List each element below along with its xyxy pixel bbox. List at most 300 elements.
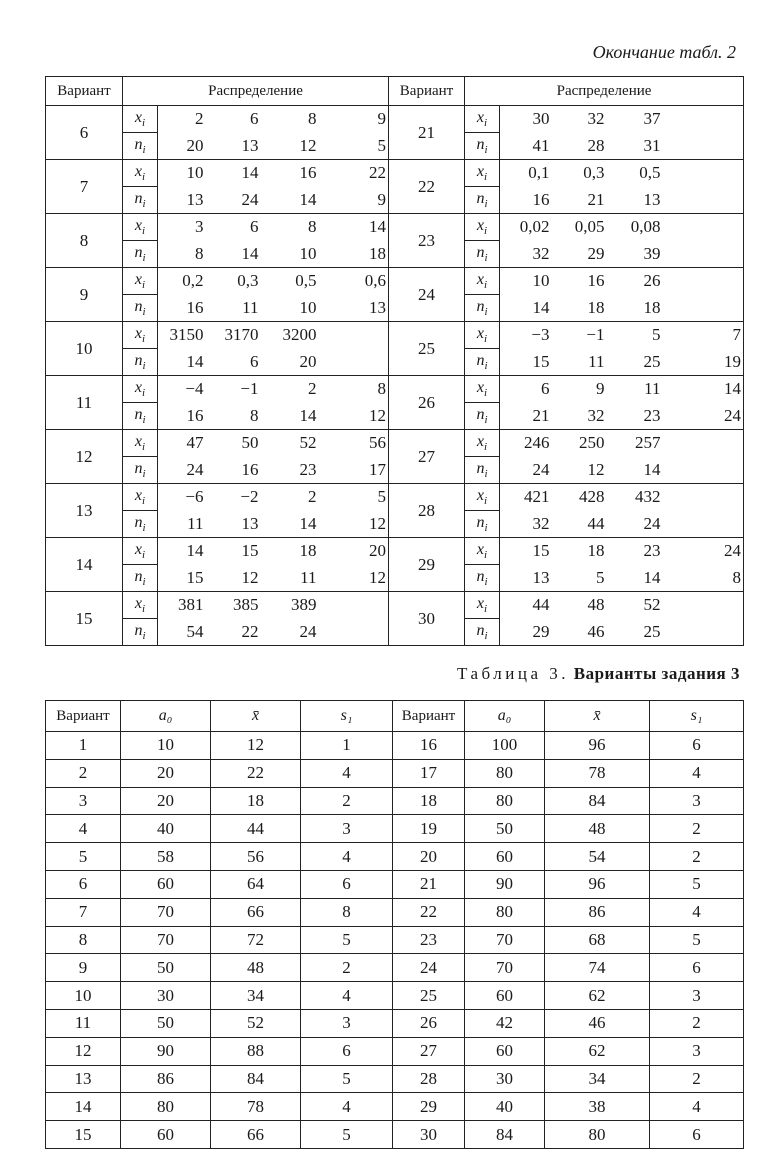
n-value: 10 [265,295,323,322]
n-symbol: n [476,189,485,207]
x-symbol: x [134,540,143,558]
x-row-label [465,106,500,133]
n-symbol: n [476,351,485,369]
table-row [46,926,744,954]
n-value: 32 [556,403,611,430]
table-cell: 2 [650,843,744,871]
x-value: 24 [667,538,744,565]
n-subscript: i [142,144,146,157]
n-subscript: i [142,306,146,319]
table-cell: 96 [545,732,650,760]
n-value: 13 [323,295,389,322]
table-row [46,214,744,241]
x-subscript: i [484,387,488,400]
x-value: 3170 [210,322,265,349]
n-value: 21 [556,187,611,214]
n-value: 8 [667,565,744,592]
n-value: 12 [323,511,389,538]
n-value: 5 [556,565,611,592]
x-value [667,592,744,619]
x-value: 18 [556,538,611,565]
x-row-label [465,268,500,295]
table-cell: 78 [211,1093,301,1121]
n-value: 16 [158,295,210,322]
n-value: 31 [611,133,667,160]
column-header: s₁ [301,701,393,732]
n-value: 11 [265,565,323,592]
table-cell: 74 [545,954,650,982]
n-symbol: n [134,513,143,531]
n-row-label [465,565,500,592]
n-subscript: i [484,414,488,427]
table-cell: 6 [301,870,393,898]
n-value: 28 [556,133,611,160]
x-subscript: i [142,279,146,292]
n-value: 12 [210,565,265,592]
x-row-label [123,430,158,457]
n-value [667,295,744,322]
x-row-label [465,592,500,619]
n-value: 13 [158,187,210,214]
n-subscript: i [142,522,146,535]
table-cell: 48 [545,815,650,843]
x-row-label [123,376,158,403]
x-subscript: i [484,441,488,454]
n-value: 19 [667,349,744,376]
x-row-label [465,322,500,349]
x-row-label [123,538,158,565]
n-subscript: i [484,198,488,211]
x-symbol: x [476,432,485,450]
x-value: 8 [265,106,323,133]
x-value: 52 [611,592,667,619]
x-subscript: i [142,225,146,238]
table-cell: 30 [393,1121,465,1149]
table-row [46,376,744,403]
table-cell: 22 [211,759,301,787]
table-cell: 3 [650,787,744,815]
table-cell: 66 [211,1121,301,1149]
n-symbol: n [476,405,485,423]
table-row [46,484,744,511]
x-value: 2 [265,484,323,511]
table2-distribution [45,76,744,646]
n-value: 25 [611,619,667,646]
n-value: 54 [158,619,210,646]
n-row-label [123,187,158,214]
x-value: 23 [611,538,667,565]
table-row [46,843,744,871]
table-cell: 100 [465,732,545,760]
x-symbol: x [134,108,143,126]
n-value [323,349,389,376]
table-cell: 86 [121,1065,211,1093]
x-subscript: i [484,333,488,346]
n-symbol: n [134,297,143,315]
n-symbol: n [134,567,143,585]
x-value: 3200 [265,322,323,349]
x-value: 48 [556,592,611,619]
x-value: 0,3 [556,160,611,187]
n-subscript: i [142,576,146,589]
n-row-label [465,295,500,322]
table-cell: 80 [465,898,545,926]
x-value: 47 [158,430,210,457]
n-subscript: i [484,630,488,643]
x-value [667,214,744,241]
variant-number: 8 [46,214,123,268]
table-row [46,759,744,787]
table-cell: 7 [46,898,121,926]
table-cell: 60 [465,982,545,1010]
x-value: 37 [611,106,667,133]
table-cell: 70 [465,954,545,982]
n-subscript: i [484,306,488,319]
x-value: −1 [556,322,611,349]
table-cell: 84 [545,787,650,815]
variant-number: 28 [389,484,465,538]
x-value: 10 [500,268,556,295]
n-value: 41 [500,133,556,160]
variant-number: 10 [46,322,123,376]
table-cell: 5 [301,926,393,954]
table2-header-row [46,77,744,106]
table-cell: 20 [393,843,465,871]
variant-number: 27 [389,430,465,484]
x-subscript: i [142,495,146,508]
x-value: 0,5 [611,160,667,187]
table-cell: 70 [465,926,545,954]
x-symbol: x [134,270,143,288]
n-value: 15 [158,565,210,592]
variant-number: 9 [46,268,123,322]
x-value [667,160,744,187]
table-cell: 6 [650,1121,744,1149]
table-cell: 40 [465,1093,545,1121]
table-cell: 4 [301,843,393,871]
table-row [46,815,744,843]
x-value: 16 [556,268,611,295]
n-value: 14 [265,187,323,214]
x-value: 0,2 [158,268,210,295]
n-value: 10 [265,241,323,268]
table-cell: 60 [121,1121,211,1149]
x-row-label [123,214,158,241]
table-cell: 60 [465,843,545,871]
n-value [667,187,744,214]
variant-number: 14 [46,538,123,592]
n-symbol: n [476,621,485,639]
table-cell: 56 [211,843,301,871]
n-value: 17 [323,457,389,484]
table-cell: 44 [211,815,301,843]
n-symbol: n [134,351,143,369]
header-distribution: Распределение [123,77,389,106]
table-cell: 90 [121,1037,211,1065]
x-value: 20 [323,538,389,565]
table-cell: 52 [211,1009,301,1037]
n-symbol: n [476,243,485,261]
n-value: 23 [611,403,667,430]
n-value: 14 [158,349,210,376]
table-cell: 54 [545,843,650,871]
x-value: −6 [158,484,210,511]
table-cell: 5 [650,926,744,954]
x-value: 44 [500,592,556,619]
x-value: 8 [265,214,323,241]
x-row-label [465,484,500,511]
table-cell: 6 [650,954,744,982]
x-value: 2 [265,376,323,403]
x-value [667,268,744,295]
x-subscript: i [142,387,146,400]
x-subscript: i [142,603,146,616]
table-cell: 27 [393,1037,465,1065]
n-row-label [123,403,158,430]
x-row-label [465,538,500,565]
n-value: 12 [323,403,389,430]
table-row [46,870,744,898]
table-cell: 80 [465,759,545,787]
x-subscript: i [142,117,146,130]
table-row [46,732,744,760]
table-row [46,898,744,926]
column-header: Вариант [46,701,121,732]
x-symbol: x [134,162,143,180]
table-cell: 10 [46,982,121,1010]
table-cell: 12 [211,732,301,760]
table-row [46,592,744,619]
table2-continuation-caption: Окончание табл. 2 [592,42,736,62]
n-subscript: i [484,144,488,157]
table-cell: 6 [301,1037,393,1065]
n-value [667,457,744,484]
x-value: 432 [611,484,667,511]
table-cell: 70 [121,926,211,954]
x-subscript: i [484,117,488,130]
n-value: 25 [611,349,667,376]
x-symbol: x [476,540,485,558]
variant-number: 24 [389,268,465,322]
table-row [46,954,744,982]
table3-caption-title: Варианты задания 3 [573,664,740,683]
x-value: 385 [210,592,265,619]
x-value: 15 [500,538,556,565]
x-subscript: i [484,495,488,508]
x-symbol: x [476,108,485,126]
table-cell: 2 [650,815,744,843]
table-cell: 26 [393,1009,465,1037]
n-row-label [465,349,500,376]
x-symbol: x [134,216,143,234]
x-subscript: i [142,171,146,184]
variant-number: 15 [46,592,123,646]
table-row [46,1065,744,1093]
n-row-label [123,295,158,322]
n-value: 18 [323,241,389,268]
x-symbol: x [476,324,485,342]
table-row [46,787,744,815]
table-cell: 84 [465,1121,545,1149]
table-cell: 18 [211,787,301,815]
x-value: 15 [210,538,265,565]
n-subscript: i [142,198,146,211]
x-value: 26 [611,268,667,295]
n-symbol: n [134,135,143,153]
x-row-label [123,322,158,349]
table-cell: 19 [393,815,465,843]
n-value: 29 [556,241,611,268]
variant-number: 11 [46,376,123,430]
n-value: 22 [210,619,265,646]
x-value [667,484,744,511]
n-value: 12 [265,133,323,160]
table-row [46,1121,744,1149]
n-subscript: i [142,360,146,373]
x-value [323,322,389,349]
x-value: −4 [158,376,210,403]
table-cell: 88 [211,1037,301,1065]
table-cell: 3 [46,787,121,815]
table-cell: 20 [121,787,211,815]
n-value: 18 [611,295,667,322]
table-cell: 10 [121,732,211,760]
x-row-label [123,268,158,295]
x-value: 0,05 [556,214,611,241]
n-value: 24 [265,619,323,646]
n-value: 14 [500,295,556,322]
n-value [667,511,744,538]
n-value: 14 [611,565,667,592]
n-value: 13 [611,187,667,214]
table-cell: 4 [301,982,393,1010]
n-row-label [465,241,500,268]
n-row-label [465,187,500,214]
x-value: 8 [323,376,389,403]
x-value: −3 [500,322,556,349]
n-symbol: n [134,621,143,639]
x-value: 10 [158,160,210,187]
n-value: 14 [265,403,323,430]
table-row [46,160,744,187]
n-value: 15 [500,349,556,376]
table-cell: 30 [121,982,211,1010]
table-cell: 70 [121,898,211,926]
x-value: −2 [210,484,265,511]
x-value: 22 [323,160,389,187]
table-cell: 68 [545,926,650,954]
x-subscript: i [484,603,488,616]
n-value: 44 [556,511,611,538]
n-value [323,619,389,646]
n-value: 14 [611,457,667,484]
table-cell: 6 [650,732,744,760]
table-cell: 38 [545,1093,650,1121]
x-value: 0,5 [265,268,323,295]
table-row [46,106,744,133]
table-row [46,322,744,349]
x-value: 389 [265,592,323,619]
table-cell: 42 [465,1009,545,1037]
table-cell: 50 [121,954,211,982]
table-cell: 24 [393,954,465,982]
table3-caption-prefix: Таблица 3. [457,664,570,683]
table3-variants [45,700,744,1149]
table-cell: 6 [46,870,121,898]
table-cell: 2 [301,787,393,815]
table-cell: 90 [465,870,545,898]
x-value: 3150 [158,322,210,349]
variant-number: 29 [389,538,465,592]
n-row-label [465,619,500,646]
n-value: 21 [500,403,556,430]
x-subscript: i [484,225,488,238]
table-cell: 64 [211,870,301,898]
x-subscript: i [484,279,488,292]
table-row [46,268,744,295]
n-value: 13 [500,565,556,592]
n-value: 13 [210,133,265,160]
x-value: 16 [265,160,323,187]
x-value: 0,6 [323,268,389,295]
x-value: 9 [323,106,389,133]
x-row-label [465,430,500,457]
n-symbol: n [476,135,485,153]
table-row [46,1093,744,1121]
n-value: 12 [323,565,389,592]
table-cell: 96 [545,870,650,898]
n-subscript: i [484,468,488,481]
table3-header-row [46,701,744,732]
n-value: 16 [500,187,556,214]
x-value: 381 [158,592,210,619]
n-row-label [465,133,500,160]
n-row-label [123,565,158,592]
x-value: 246 [500,430,556,457]
x-row-label [465,376,500,403]
variant-number: 23 [389,214,465,268]
n-value: 8 [210,403,265,430]
x-value: 14 [210,160,265,187]
table-cell: 80 [121,1093,211,1121]
table-cell: 5 [301,1121,393,1149]
column-header: x̄ [211,701,301,732]
n-value: 24 [611,511,667,538]
column-header: a₀ [121,701,211,732]
table-cell: 62 [545,1037,650,1065]
n-value: 24 [500,457,556,484]
n-row-label [465,403,500,430]
table-cell: 5 [301,1065,393,1093]
variant-number: 21 [389,106,465,160]
table-row [46,430,744,457]
n-subscript: i [484,522,488,535]
x-value: 32 [556,106,611,133]
table-cell: 2 [46,759,121,787]
x-value: 2 [158,106,210,133]
n-row-label [123,619,158,646]
x-value: 14 [667,376,744,403]
x-symbol: x [476,270,485,288]
n-value [667,133,744,160]
variant-number: 25 [389,322,465,376]
n-value: 6 [210,349,265,376]
n-subscript: i [484,576,488,589]
table-cell: 34 [211,982,301,1010]
x-symbol: x [134,324,143,342]
x-symbol: x [134,486,143,504]
table-cell: 14 [46,1093,121,1121]
